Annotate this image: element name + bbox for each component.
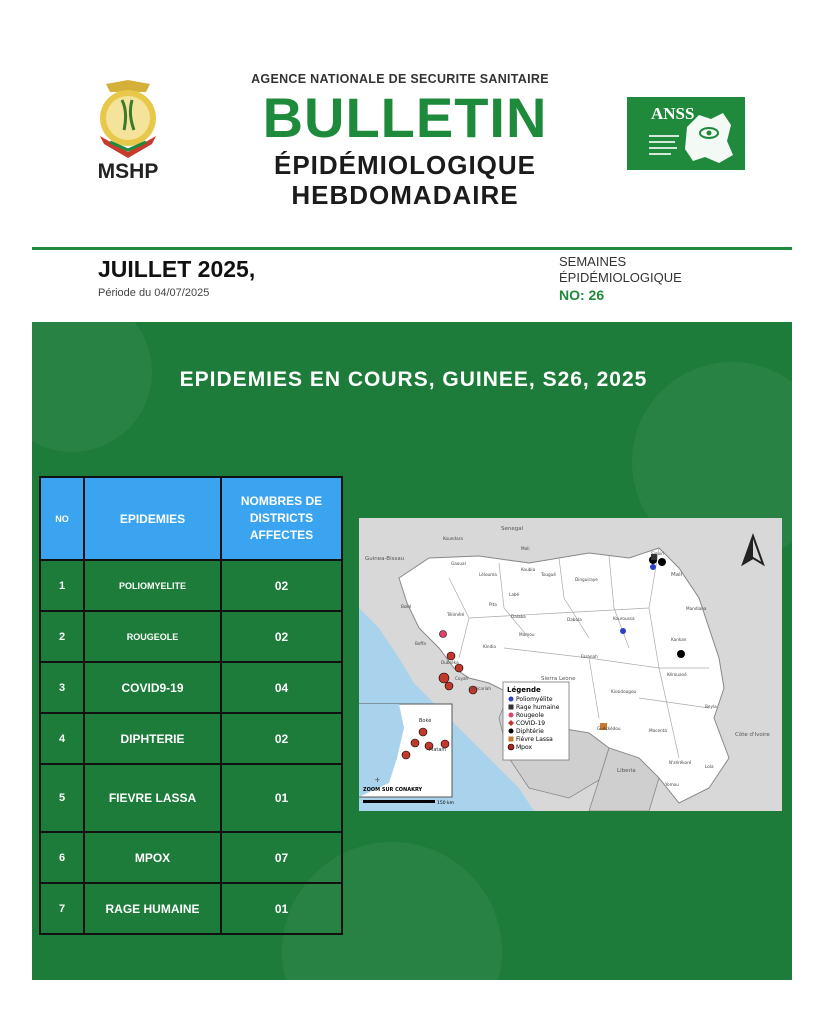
week-number: NO: 26	[559, 287, 605, 303]
map-marker-mpox	[402, 751, 410, 759]
bulletin-title: BULLETIN	[262, 86, 548, 149]
row-no: 1	[40, 560, 84, 611]
panel-title: EPIDEMIES EN COURS, GUINEE, S26, 2025	[179, 368, 648, 391]
region-label: Boké	[401, 604, 412, 609]
legend-marker-diphterie	[509, 729, 514, 734]
legend-label: Diphtérie	[516, 728, 544, 735]
map-marker-rougeole	[440, 631, 447, 638]
agency-name: AGENCE NATIONALE DE SECURITE SANITAIRE	[251, 72, 549, 86]
map-marker-mpox	[445, 682, 453, 690]
region-label: Dinguiraye	[575, 577, 598, 582]
legend-marker-polio	[509, 697, 514, 702]
legend-marker-lassa	[509, 737, 514, 742]
region-label: Lélouma	[479, 572, 497, 577]
week-label-2: ÉPIDÉMIOLOGIQUE	[559, 270, 682, 285]
row-epidemic: COVID9-19	[84, 662, 221, 713]
country-label-senegal: Senegal	[501, 526, 524, 532]
header-districts: NOMBRES DE DISTRICTS AFFECTES	[221, 477, 342, 560]
row-epidemic: MPOX	[84, 832, 221, 883]
region-label: Tougué	[541, 572, 556, 577]
region-label: Télimélé	[447, 612, 465, 617]
region-label: Mamou	[519, 632, 535, 637]
zoom-place-label: Matam	[429, 747, 447, 753]
row-no: 2	[40, 611, 84, 662]
header-divider	[32, 247, 792, 250]
country-label-sierra-leone: Sierra Leone	[541, 676, 576, 682]
legend-label: Rage humaine	[516, 704, 560, 711]
map-marker-polio	[650, 564, 656, 570]
map-marker-polio	[620, 628, 626, 634]
region-label: Dabola	[567, 617, 582, 622]
map-legend-title: Légende	[507, 686, 541, 694]
map-marker-mpox	[447, 652, 455, 660]
legend-marker-mpox	[508, 744, 514, 750]
region-label: Koubia	[521, 567, 536, 572]
epidemics-table	[39, 476, 343, 935]
region-label: Boffa	[415, 641, 426, 646]
region-label: Siguiri	[651, 551, 665, 556]
row-epidemic: DIPHTERIE	[84, 713, 221, 764]
region-label: Yomou	[665, 782, 679, 787]
row-no: 3	[40, 662, 84, 713]
bulletin-subtitle-1: ÉPIDÉMIOLOGIQUE	[273, 150, 537, 180]
region-label: Guéckédou	[597, 726, 621, 731]
row-count: 07	[221, 832, 342, 883]
map-scale-label: 150 km	[437, 801, 455, 806]
map-marker-covid	[439, 673, 449, 683]
row-count: 02	[221, 560, 342, 611]
table-row	[40, 832, 342, 883]
country-label-guinea-bissau: Guinea-Bissau	[365, 556, 405, 562]
map-marker-diphterie	[658, 558, 666, 566]
region-label: Coyah	[455, 676, 469, 681]
region-label: Kissidougou	[611, 689, 637, 694]
region-label: Dubréka	[441, 660, 459, 665]
table-header-row	[40, 477, 342, 560]
map-marker-mpox	[419, 728, 427, 736]
country-label-liberia: Liberia	[617, 768, 636, 774]
region-label: N'zérékoré	[669, 760, 692, 765]
region-label: Kérouané	[667, 672, 687, 677]
region-label: Labé	[509, 592, 520, 597]
row-epidemic: FIEVRE LASSA	[84, 764, 221, 832]
legend-label: COVID-19	[516, 720, 546, 727]
table-row	[40, 662, 342, 713]
region-label: Forécariah	[469, 686, 492, 691]
row-epidemic: POLIOMYELITE	[84, 560, 221, 611]
row-count: 02	[221, 611, 342, 662]
row-epidemic: RAGE HUMAINE	[84, 883, 221, 934]
region-label: Lola	[705, 764, 714, 769]
legend-label: Rougeole	[516, 712, 544, 719]
legend-label: Poliomyélite	[516, 696, 553, 703]
region-label: Mali	[521, 546, 530, 551]
map-marker-diphterie	[677, 650, 685, 658]
row-epidemic: ROUGEOLE	[84, 611, 221, 662]
country-label-cote-divoire: Côte d'Ivoire	[735, 732, 770, 738]
table-row	[40, 560, 342, 611]
compass-small-icon: ✛	[375, 777, 381, 784]
map-scale-bar	[363, 800, 435, 803]
country-label-mali: Mali	[671, 572, 683, 578]
table-row	[40, 883, 342, 934]
legend-label: Fièvre Lassa	[516, 736, 553, 743]
row-count: 04	[221, 662, 342, 713]
bulletin-subtitle-2: HEBDOMADAIRE	[291, 180, 519, 210]
table-row	[40, 611, 342, 662]
bulletin-month: JUILLET 2025,	[98, 256, 256, 282]
bulletin-period: Période du 04/07/2025	[98, 287, 210, 299]
table-row	[40, 713, 342, 764]
region-label: Kindia	[483, 644, 496, 649]
region-label: Mandiana	[686, 606, 707, 611]
region-label: Kouroussa	[613, 616, 635, 621]
row-no: 4	[40, 713, 84, 764]
header-no: NO	[40, 477, 84, 560]
table-row	[40, 764, 342, 832]
row-no: 7	[40, 883, 84, 934]
row-no: 6	[40, 832, 84, 883]
region-label: Beyla	[705, 704, 717, 709]
week-label-1: SEMAINES	[559, 254, 627, 269]
region-label: Pita	[489, 602, 497, 607]
map-marker-mpox	[411, 739, 419, 747]
legend-marker-rougeole	[509, 713, 514, 718]
anss-logo-label: ANSS	[651, 104, 695, 123]
guinea-epidemic-map	[359, 518, 782, 811]
region-label: Gaoual	[451, 561, 466, 566]
legend-marker-rage	[509, 705, 514, 710]
region-label: Macenta	[649, 728, 667, 733]
zoom-label: ZOOM SUR CONAKRY	[363, 787, 423, 793]
mshp-label: MSHP	[97, 160, 159, 183]
region-label: Dalaba	[511, 614, 526, 619]
row-count: 02	[221, 713, 342, 764]
row-no: 5	[40, 764, 84, 832]
region-label: Kankan	[671, 637, 687, 642]
zoom-place-label: Boké	[419, 718, 432, 724]
row-count: 01	[221, 883, 342, 934]
header-epidemics: EPIDEMIES	[84, 477, 221, 560]
region-label: Faranah	[581, 654, 598, 659]
region-label: Koundara	[443, 536, 463, 541]
row-count: 01	[221, 764, 342, 832]
map-marker-mpox	[455, 664, 463, 672]
legend-label: Mpox	[516, 744, 533, 751]
